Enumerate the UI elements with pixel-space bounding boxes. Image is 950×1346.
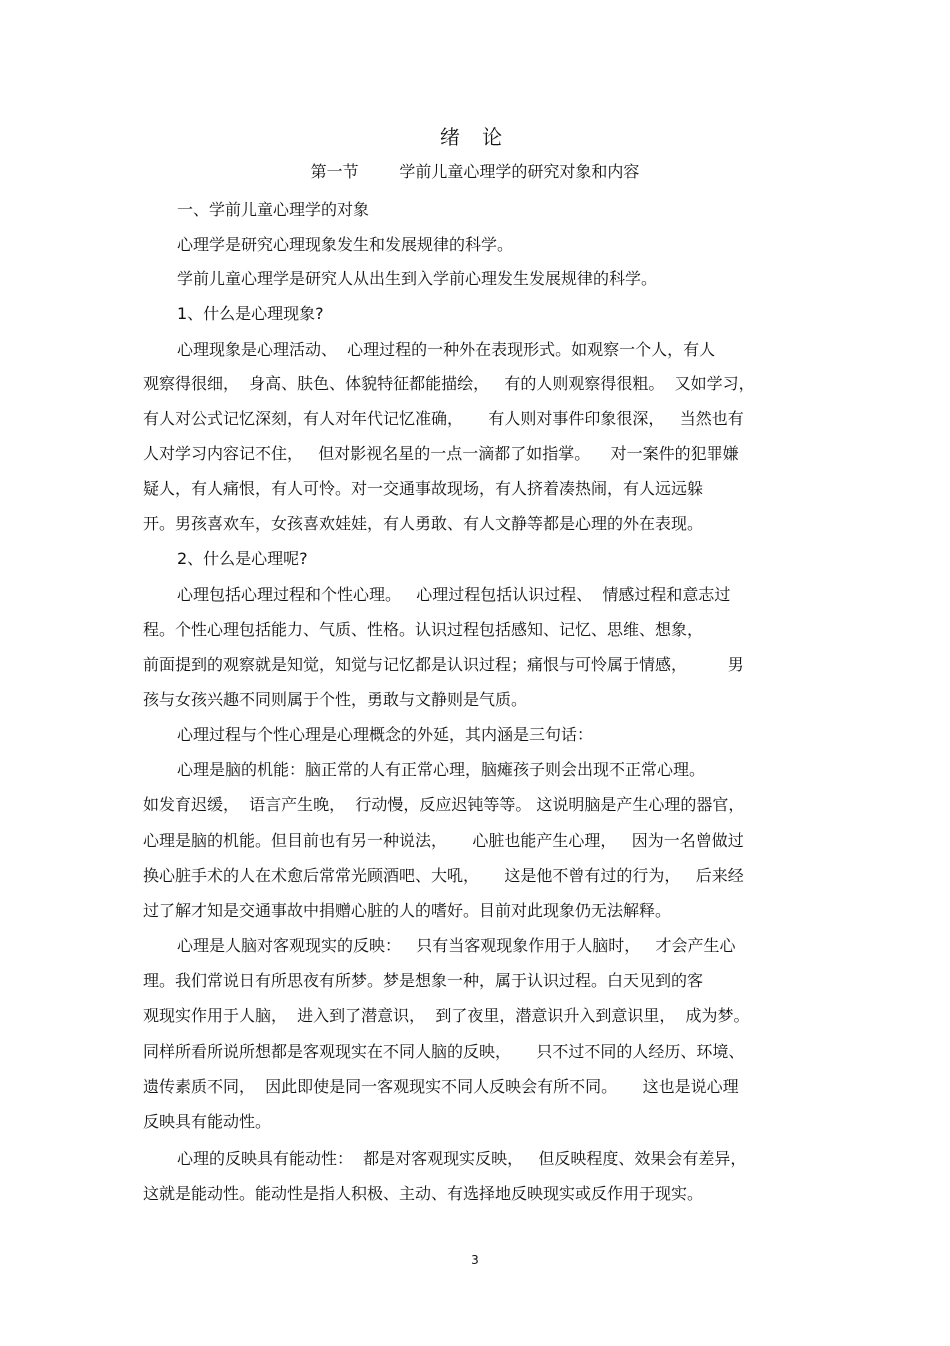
text-line: 学前儿童心理学是研究人从出生到入学前心理发生发展规律的科学。 <box>177 269 658 288</box>
text-line: 换心脏手术的人在术愈后常常光顾酒吧、大吼， 这是他不曾有过的行为， 后来经 <box>143 866 744 885</box>
text-line: 观察得很细， 身高、肤色、体貌特征都能描绘， 有的人则观察得很粗。 又如学习， <box>143 374 755 393</box>
text-line: 人对学习内容记不住， 但对影视名星的一点一滴都了如指掌。 对一案件的犯罪嫌 <box>143 444 739 463</box>
text-line: 心理现象是心理活动、 心理过程的一种外在表现形式。如观察一个人，有人 <box>177 340 716 359</box>
text-line: 2、什么是心理呢? <box>177 549 308 568</box>
text-line: 遗传素质不同， 因此即使是同一客观现实不同人反映会有所不同。 这也是说心理 <box>143 1077 739 1096</box>
text-line: 心理过程与个性心理是心理概念的外延，其内涵是三句话： <box>177 725 594 744</box>
text-line: 心理的反映具有能动性： 都是对客观现实反映， 但反映程度、效果会有差异， <box>177 1149 747 1168</box>
chapter-title: 绪 论 <box>439 125 511 149</box>
text-line: 孩与女孩兴趣不同则属于个性，勇敢与文静则是气质。 <box>143 690 528 709</box>
section-heading: 第一节 学前儿童心理学的研究对象和内容 <box>310 162 640 181</box>
text-line: 一、学前儿童心理学的对象 <box>177 200 370 219</box>
text-line: 心理是脑的机能。但目前也有另一种说法， 心脏也能产生心理， 因为一名曾做过 <box>143 831 744 850</box>
text-line: 疑人，有人痛恨，有人可怜。对一交通事故现场，有人挤着凑热闹，有人远远躲 <box>143 479 704 498</box>
text-line: 心理学是研究心理现象发生和发展规律的科学。 <box>177 235 514 254</box>
text-line: 1、什么是心理现象? <box>177 304 324 323</box>
page-number: 3 <box>471 1253 479 1267</box>
text-line: 这就是能动性。能动性是指人积极、主动、有选择地反映现实或反作用于现实。 <box>143 1184 704 1203</box>
text-line: 前面提到的观察就是知觉，知觉与记忆都是认识过程；痛恨与可怜属于情感， 男 <box>143 655 744 674</box>
text-line: 反映具有能动性。 <box>143 1112 272 1131</box>
text-line: 程。个性心理包括能力、气质、性格。认识过程包括感知、记忆、思维、想象， <box>143 620 704 639</box>
text-line: 开。男孩喜欢车，女孩喜欢娃娃，有人勇敢、有人文静等都是心理的外在表现。 <box>143 514 704 533</box>
text-line: 心理包括心理过程和个性心理。 心理过程包括认识过程、 情感过程和意志过 <box>177 585 731 604</box>
text-line: 心理是人脑对客观现实的反映： 只有当客观现象作用于人脑时， 才会产生心 <box>177 936 736 955</box>
text-line: 有人对公式记忆深刻，有人对年代记忆准确， 有人则对事件印象很深， 当然也有 <box>143 409 744 428</box>
text-line: 观现实作用于人脑， 进入到了潜意识， 到了夜里，潜意识升入到意识里， 成为梦。 <box>143 1006 750 1025</box>
text-line: 同样所看所说所想都是客观现实在不同人脑的反映， 只不过不同的人经历、环境、 <box>143 1042 745 1061</box>
text-line: 过了解才知是交通事故中捐赠心脏的人的嗜好。目前对此现象仍无法解释。 <box>143 901 672 920</box>
text-line: 心理是脑的机能：脑正常的人有正常心理，脑瘫孩子则会出现不正常心理。 <box>177 760 706 779</box>
text-line: 理。我们常说日有所思夜有所梦。梦是想象一种，属于认识过程。白天见到的客 <box>143 971 704 990</box>
text-line: 如发育迟缓， 语言产生晚， 行动慢，反应迟钝等等。 这说明脑是产生心理的器官， <box>143 795 745 814</box>
